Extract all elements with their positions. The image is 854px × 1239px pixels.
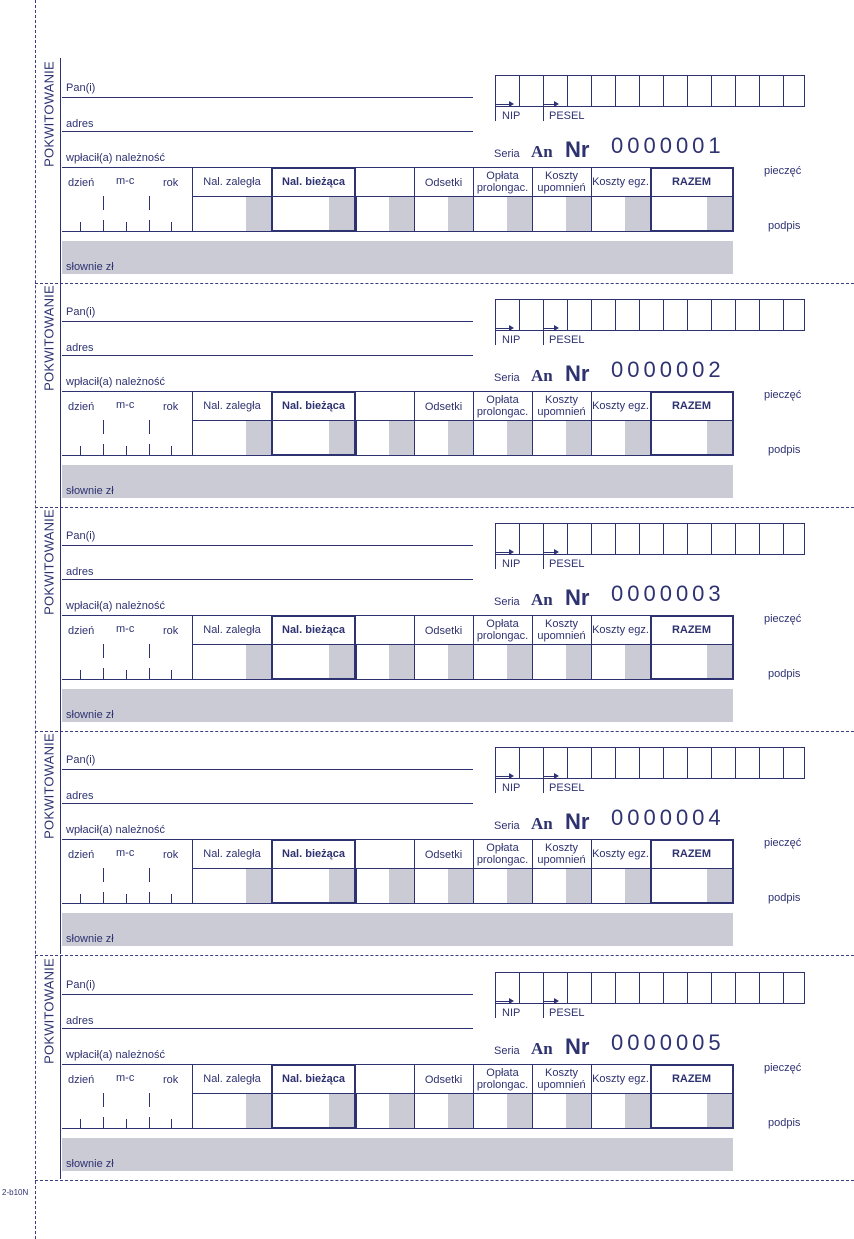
series-value: An	[531, 1039, 553, 1058]
nal-biezaca-header: Nal. bieżąca	[282, 624, 345, 636]
series-value: An	[531, 366, 553, 385]
oplata-header: Opłata prolongac.	[476, 842, 529, 866]
oplata-header: Opłata prolongac.	[476, 1067, 529, 1091]
arrow-icon	[509, 325, 514, 331]
series-value: An	[531, 590, 553, 609]
nr-label: Nr	[565, 361, 590, 386]
pieczec-label: pieczęć	[764, 165, 802, 177]
nr-label: Nr	[565, 1034, 590, 1059]
receipt-form	[0, 0, 854, 273]
podpis-label: podpis	[768, 892, 801, 904]
koszty-egz-header: Koszty egz.	[592, 624, 649, 636]
document-number: 0000001	[611, 133, 725, 158]
nip-pesel-boxes[interactable]	[495, 75, 805, 107]
nr-label: Nr	[565, 809, 590, 834]
odsetki-header: Odsetki	[424, 177, 463, 189]
arrow-icon	[509, 998, 514, 1004]
razem-header: RAZEM	[671, 176, 712, 188]
receipt-form	[0, 448, 854, 721]
adres-field[interactable]	[62, 355, 473, 356]
date-field[interactable]	[62, 1128, 193, 1129]
razem-header: RAZEM	[671, 624, 712, 636]
receipt-form	[0, 224, 854, 497]
rok-label: rok	[163, 1074, 179, 1086]
seria-label: Seria	[494, 596, 520, 608]
mc-label: m-c	[116, 175, 135, 187]
koszty-upomnien-header: Koszty upomnień	[537, 1067, 586, 1091]
mc-label: m-c	[116, 399, 135, 411]
dzien-label: dzień	[68, 849, 95, 861]
podpis-label: podpis	[768, 1117, 801, 1129]
arrow-icon	[509, 773, 514, 779]
arrow-icon	[554, 325, 559, 331]
wplacil-label: wpłacił(a) należność	[66, 824, 166, 836]
document-number: 0000002	[611, 357, 725, 382]
razem-header: RAZEM	[671, 400, 712, 412]
koszty-upomnien-header: Koszty upomnień	[537, 618, 586, 642]
odsetki-header: Odsetki	[424, 401, 463, 413]
arrow-icon	[554, 998, 559, 1004]
adres-label: adres	[66, 566, 94, 578]
left-border	[60, 955, 61, 1179]
rok-label: rok	[163, 849, 179, 861]
seria-label: Seria	[494, 820, 520, 832]
pesel-label: PESEL	[549, 334, 585, 346]
document-number: 0000004	[611, 805, 725, 830]
pani-field[interactable]	[62, 994, 473, 995]
pani-field[interactable]	[62, 321, 473, 322]
nal-biezaca-header: Nal. bieżąca	[282, 400, 345, 412]
slownie-field[interactable]	[62, 1138, 733, 1171]
slownie-label: słownie zł	[66, 485, 114, 497]
pesel-label: PESEL	[549, 1007, 585, 1019]
wplacil-label: wpłacił(a) należność	[66, 600, 166, 612]
pani-label: Pan(i)	[66, 82, 96, 94]
nal-zalegla-header: Nal. zaległa	[203, 1073, 261, 1085]
slownie-label: słownie zł	[66, 261, 114, 273]
podpis-label: podpis	[768, 444, 801, 456]
wplacil-label: wpłacił(a) należność	[66, 1049, 166, 1061]
pesel-label: PESEL	[549, 782, 585, 794]
mc-label: m-c	[116, 847, 135, 859]
nal-biezaca-header: Nal. bieżąca	[282, 1073, 345, 1085]
wplacil-label: wpłacił(a) należność	[66, 376, 166, 388]
nip-pesel-boxes[interactable]	[495, 523, 805, 555]
oplata-header: Opłata prolongac.	[476, 170, 529, 194]
arrow-icon	[554, 101, 559, 107]
koszty-upomnien-header: Koszty upomnień	[537, 170, 586, 194]
oplata-header: Opłata prolongac.	[476, 394, 529, 418]
vertical-label: POKWITOWANIE	[41, 285, 57, 391]
odsetki-header: Odsetki	[424, 625, 463, 637]
pani-label: Pan(i)	[66, 979, 96, 991]
podpis-label: podpis	[768, 668, 801, 680]
nip-label: NIP	[502, 782, 521, 794]
pani-field[interactable]	[62, 769, 473, 770]
vertical-label: POKWITOWANIE	[41, 733, 57, 839]
pieczec-label: pieczęć	[764, 1062, 802, 1074]
rok-label: rok	[163, 401, 179, 413]
koszty-upomnien-header: Koszty upomnień	[537, 394, 586, 418]
nr-label: Nr	[565, 585, 590, 610]
nip-label: NIP	[502, 1007, 521, 1019]
arrow-icon	[554, 549, 559, 555]
rok-label: rok	[163, 177, 179, 189]
series-value: An	[531, 814, 553, 833]
adres-label: adres	[66, 1015, 94, 1027]
nal-zalegla-header: Nal. zaległa	[203, 176, 261, 188]
wplacil-label: wpłacił(a) należność	[66, 152, 166, 164]
nal-zalegla-header: Nal. zaległa	[203, 848, 261, 860]
adres-field[interactable]	[62, 579, 473, 580]
nip-label: NIP	[502, 110, 521, 122]
pieczec-label: pieczęć	[764, 837, 802, 849]
arrow-icon	[509, 549, 514, 555]
vertical-label: POKWITOWANIE	[41, 958, 57, 1064]
nip-label: NIP	[502, 334, 521, 346]
koszty-egz-header: Koszty egz.	[592, 400, 649, 412]
nr-label: Nr	[565, 137, 590, 162]
pesel-label: PESEL	[549, 558, 585, 570]
receipt-form	[0, 672, 854, 945]
document-number: 0000003	[611, 581, 725, 606]
slownie-label: słownie zł	[66, 1158, 114, 1170]
receipt-form	[0, 897, 854, 1170]
dzien-label: dzień	[68, 625, 95, 637]
koszty-egz-header: Koszty egz.	[592, 1073, 649, 1085]
pani-field[interactable]	[62, 545, 473, 546]
vertical-label: POKWITOWANIE	[41, 509, 57, 615]
nip-pesel-boxes[interactable]	[495, 299, 805, 331]
nip-label: NIP	[502, 558, 521, 570]
dzien-label: dzień	[68, 1074, 95, 1086]
pesel-label: PESEL	[549, 110, 585, 122]
nal-biezaca-header: Nal. bieżąca	[282, 848, 345, 860]
adres-field[interactable]	[62, 131, 473, 132]
pieczec-label: pieczęć	[764, 389, 802, 401]
razem-header: RAZEM	[671, 848, 712, 860]
seria-label: Seria	[494, 1045, 520, 1057]
vertical-label: POKWITOWANIE	[41, 61, 57, 167]
slownie-label: słownie zł	[66, 933, 114, 945]
nal-biezaca-header: Nal. bieżąca	[282, 176, 345, 188]
nip-pesel-boxes[interactable]	[495, 972, 805, 1004]
arrow-icon	[509, 101, 514, 107]
adres-field[interactable]	[62, 803, 473, 804]
dzien-label: dzień	[68, 177, 95, 189]
mc-label: m-c	[116, 623, 135, 635]
adres-label: adres	[66, 118, 94, 130]
nal-zalegla-header: Nal. zaległa	[203, 624, 261, 636]
koszty-upomnien-header: Koszty upomnień	[537, 842, 586, 866]
razem-header: RAZEM	[671, 1073, 712, 1085]
slownie-label: słownie zł	[66, 709, 114, 721]
adres-label: adres	[66, 790, 94, 802]
pani-label: Pan(i)	[66, 306, 96, 318]
nip-pesel-boxes[interactable]	[495, 747, 805, 779]
document-number: 0000005	[611, 1030, 725, 1055]
odsetki-header: Odsetki	[424, 849, 463, 861]
pani-label: Pan(i)	[66, 530, 96, 542]
mc-label: m-c	[116, 1072, 135, 1084]
pani-label: Pan(i)	[66, 754, 96, 766]
nal-zalegla-header: Nal. zaległa	[203, 400, 261, 412]
odsetki-header: Odsetki	[424, 1074, 463, 1086]
seria-label: Seria	[494, 372, 520, 384]
series-value: An	[531, 142, 553, 161]
pieczec-label: pieczęć	[764, 613, 802, 625]
rok-label: rok	[163, 625, 179, 637]
footer-code: 2-b10N	[2, 1188, 29, 1197]
cut-line	[35, 1180, 854, 1181]
oplata-header: Opłata prolongac.	[476, 618, 529, 642]
adres-field[interactable]	[62, 1028, 473, 1029]
koszty-egz-header: Koszty egz.	[592, 176, 649, 188]
dzien-label: dzień	[68, 401, 95, 413]
pani-field[interactable]	[62, 97, 473, 98]
podpis-label: podpis	[768, 220, 801, 232]
koszty-egz-header: Koszty egz.	[592, 848, 649, 860]
adres-label: adres	[66, 342, 94, 354]
seria-label: Seria	[494, 148, 520, 160]
arrow-icon	[554, 773, 559, 779]
